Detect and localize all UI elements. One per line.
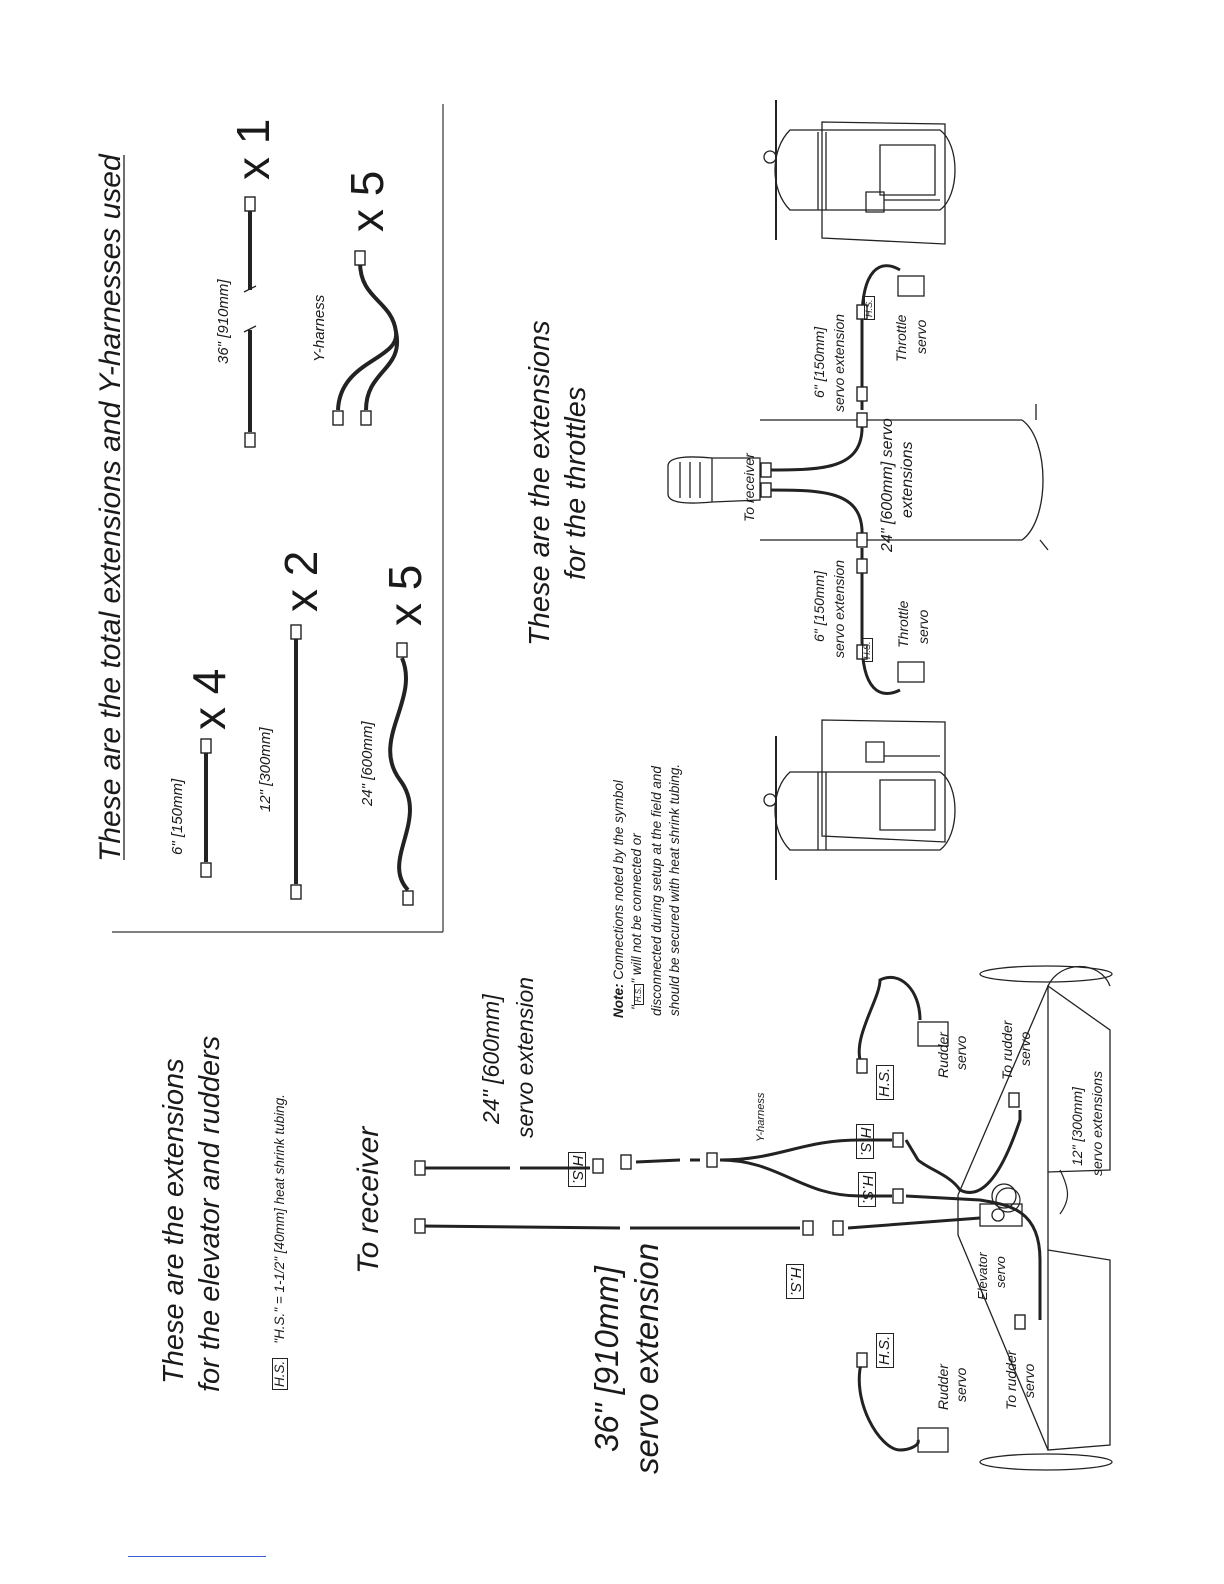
hs-symbol: H.S. xyxy=(864,296,875,320)
elevator-ext-12-line1: 12" [300mm] xyxy=(1069,1087,1085,1166)
throttle-title-line1: These are the extensions xyxy=(524,320,556,646)
elevator-hs-top xyxy=(876,1065,894,1100)
ext-12-count: x 2 xyxy=(275,550,327,612)
elevator-ext-36-line1: 36" [910mm] xyxy=(588,1266,625,1452)
elevator-title-line2: for the elevator and rudders xyxy=(194,1035,226,1392)
throttle-right-hs xyxy=(864,296,875,320)
ext-12-icon xyxy=(291,625,301,899)
throttle-right-ext-line1: 6" [150mm] xyxy=(811,326,827,398)
note-bold: Note: xyxy=(611,983,626,1018)
ext-24-count: x 5 xyxy=(379,564,431,626)
to-rudder-bottom-line2: servo xyxy=(1021,1363,1037,1398)
throttle-ext-24-line2: extensions xyxy=(899,441,916,518)
ext-6-icon xyxy=(201,739,211,877)
rudder-servo-top-line1: Rudder xyxy=(935,1032,951,1078)
hs-legend-symbol: H.S. xyxy=(272,1358,288,1390)
ext-24-label: 24" [600mm] xyxy=(359,721,376,806)
hs-symbol: H.S. xyxy=(634,984,644,1006)
footer-line xyxy=(128,1556,266,1557)
y-harness-count: x 5 xyxy=(341,170,393,232)
ext-36-icon xyxy=(244,197,256,447)
y-harness-label: Y-harness xyxy=(311,294,328,362)
hs-symbol: H.S. xyxy=(876,1333,894,1368)
elevator-servo-line2: servo xyxy=(993,1256,1008,1288)
note-quote: " xyxy=(629,1005,644,1010)
to-rudder-bottom-line1: To rudder xyxy=(1003,1350,1019,1410)
elevator-servo-line1: Elevator xyxy=(975,1252,990,1300)
throttle-left-ext-line2: servo extension xyxy=(831,559,847,658)
throttle-right-ext-line2: servo extension xyxy=(831,313,847,412)
hs-symbol: H.S. xyxy=(862,638,873,662)
hs-symbol: H.S. xyxy=(876,1065,894,1100)
y-harness-icon xyxy=(333,251,397,425)
hs-legend-text: "H.S." = 1-1/2" [40mm] heat shrink tubing. xyxy=(272,1094,287,1344)
rudder-servo-bottom-line1: Rudder xyxy=(935,1364,951,1410)
elevator-to-receiver: To receiver xyxy=(352,1126,385,1274)
note-text2: " will not be connected or xyxy=(629,833,644,984)
note-line1 xyxy=(612,780,626,1018)
elevator-title-line1: These are the extensions xyxy=(158,1058,190,1384)
throttle-aircraft xyxy=(668,100,1048,880)
hs-symbol: H.S. xyxy=(786,1264,804,1299)
elevator-ext-24-line2: servo extension xyxy=(512,976,538,1138)
elevator-hs-4 xyxy=(858,1172,876,1207)
rudder-servo-bottom-line2: servo xyxy=(953,1367,969,1402)
throttle-right-servo-line1: Throttle xyxy=(893,314,909,362)
ext-24-icon xyxy=(390,643,413,905)
to-rudder-top-line1: To rudder xyxy=(999,1020,1015,1080)
tail-connectors xyxy=(415,1059,1025,1367)
note-line4: should be secured with heat shrink tubing. xyxy=(667,763,682,1016)
hs-symbol: H.S. xyxy=(856,1124,874,1159)
elevator-hs-1 xyxy=(568,1152,586,1187)
throttle-left-servo-line2: servo xyxy=(915,609,931,644)
hs-symbol: H.S. xyxy=(568,1152,586,1187)
total-box-frame xyxy=(112,104,443,932)
ext-12-label: 12" [300mm] xyxy=(257,727,274,812)
throttle-to-receiver: To receiver xyxy=(741,453,757,522)
throttle-left-ext-line1: 6" [150mm] xyxy=(811,570,827,642)
note-line3: disconnected during setup at the field and xyxy=(649,766,664,1016)
ext-36-label: 36" [910mm] xyxy=(215,279,232,364)
elevator-hs-bottom xyxy=(876,1333,894,1368)
ext-6-label: 6" [150mm] xyxy=(169,778,186,855)
throttle-right-servo-line2: servo xyxy=(913,319,929,354)
to-rudder-top-line2: servo xyxy=(1017,1031,1033,1066)
throttle-left-hs xyxy=(862,638,873,662)
total-box-title: These are the total extensions and Y-harnesses used xyxy=(94,154,127,862)
ext-36-count: x 1 xyxy=(227,118,279,180)
note-text1: Connections noted by the symbol xyxy=(611,780,626,984)
elevator-hs-2 xyxy=(786,1264,804,1299)
throttle-ext-24-line1: 24" [600mm] servo xyxy=(879,418,896,552)
ext-6-count: x 4 xyxy=(183,668,235,730)
throttle-title-line2: for the throttles xyxy=(560,386,592,580)
hs-symbol: H.S. xyxy=(858,1172,876,1207)
elevator-ext-24-line1: 24" [600mm] xyxy=(478,994,504,1124)
hs-legend xyxy=(272,1094,288,1390)
elevator-ext-36-line2: servo extension xyxy=(628,1242,665,1474)
note-line2 xyxy=(630,833,644,1010)
throttle-left-servo-line1: Throttle xyxy=(895,600,911,648)
rudder-servo-top-line2: servo xyxy=(953,1035,969,1070)
elevator-ext-12-line2: servo extensions xyxy=(1089,1070,1105,1176)
elevator-hs-3 xyxy=(856,1124,874,1159)
elevator-y-harness: Y-harness xyxy=(755,1092,767,1142)
